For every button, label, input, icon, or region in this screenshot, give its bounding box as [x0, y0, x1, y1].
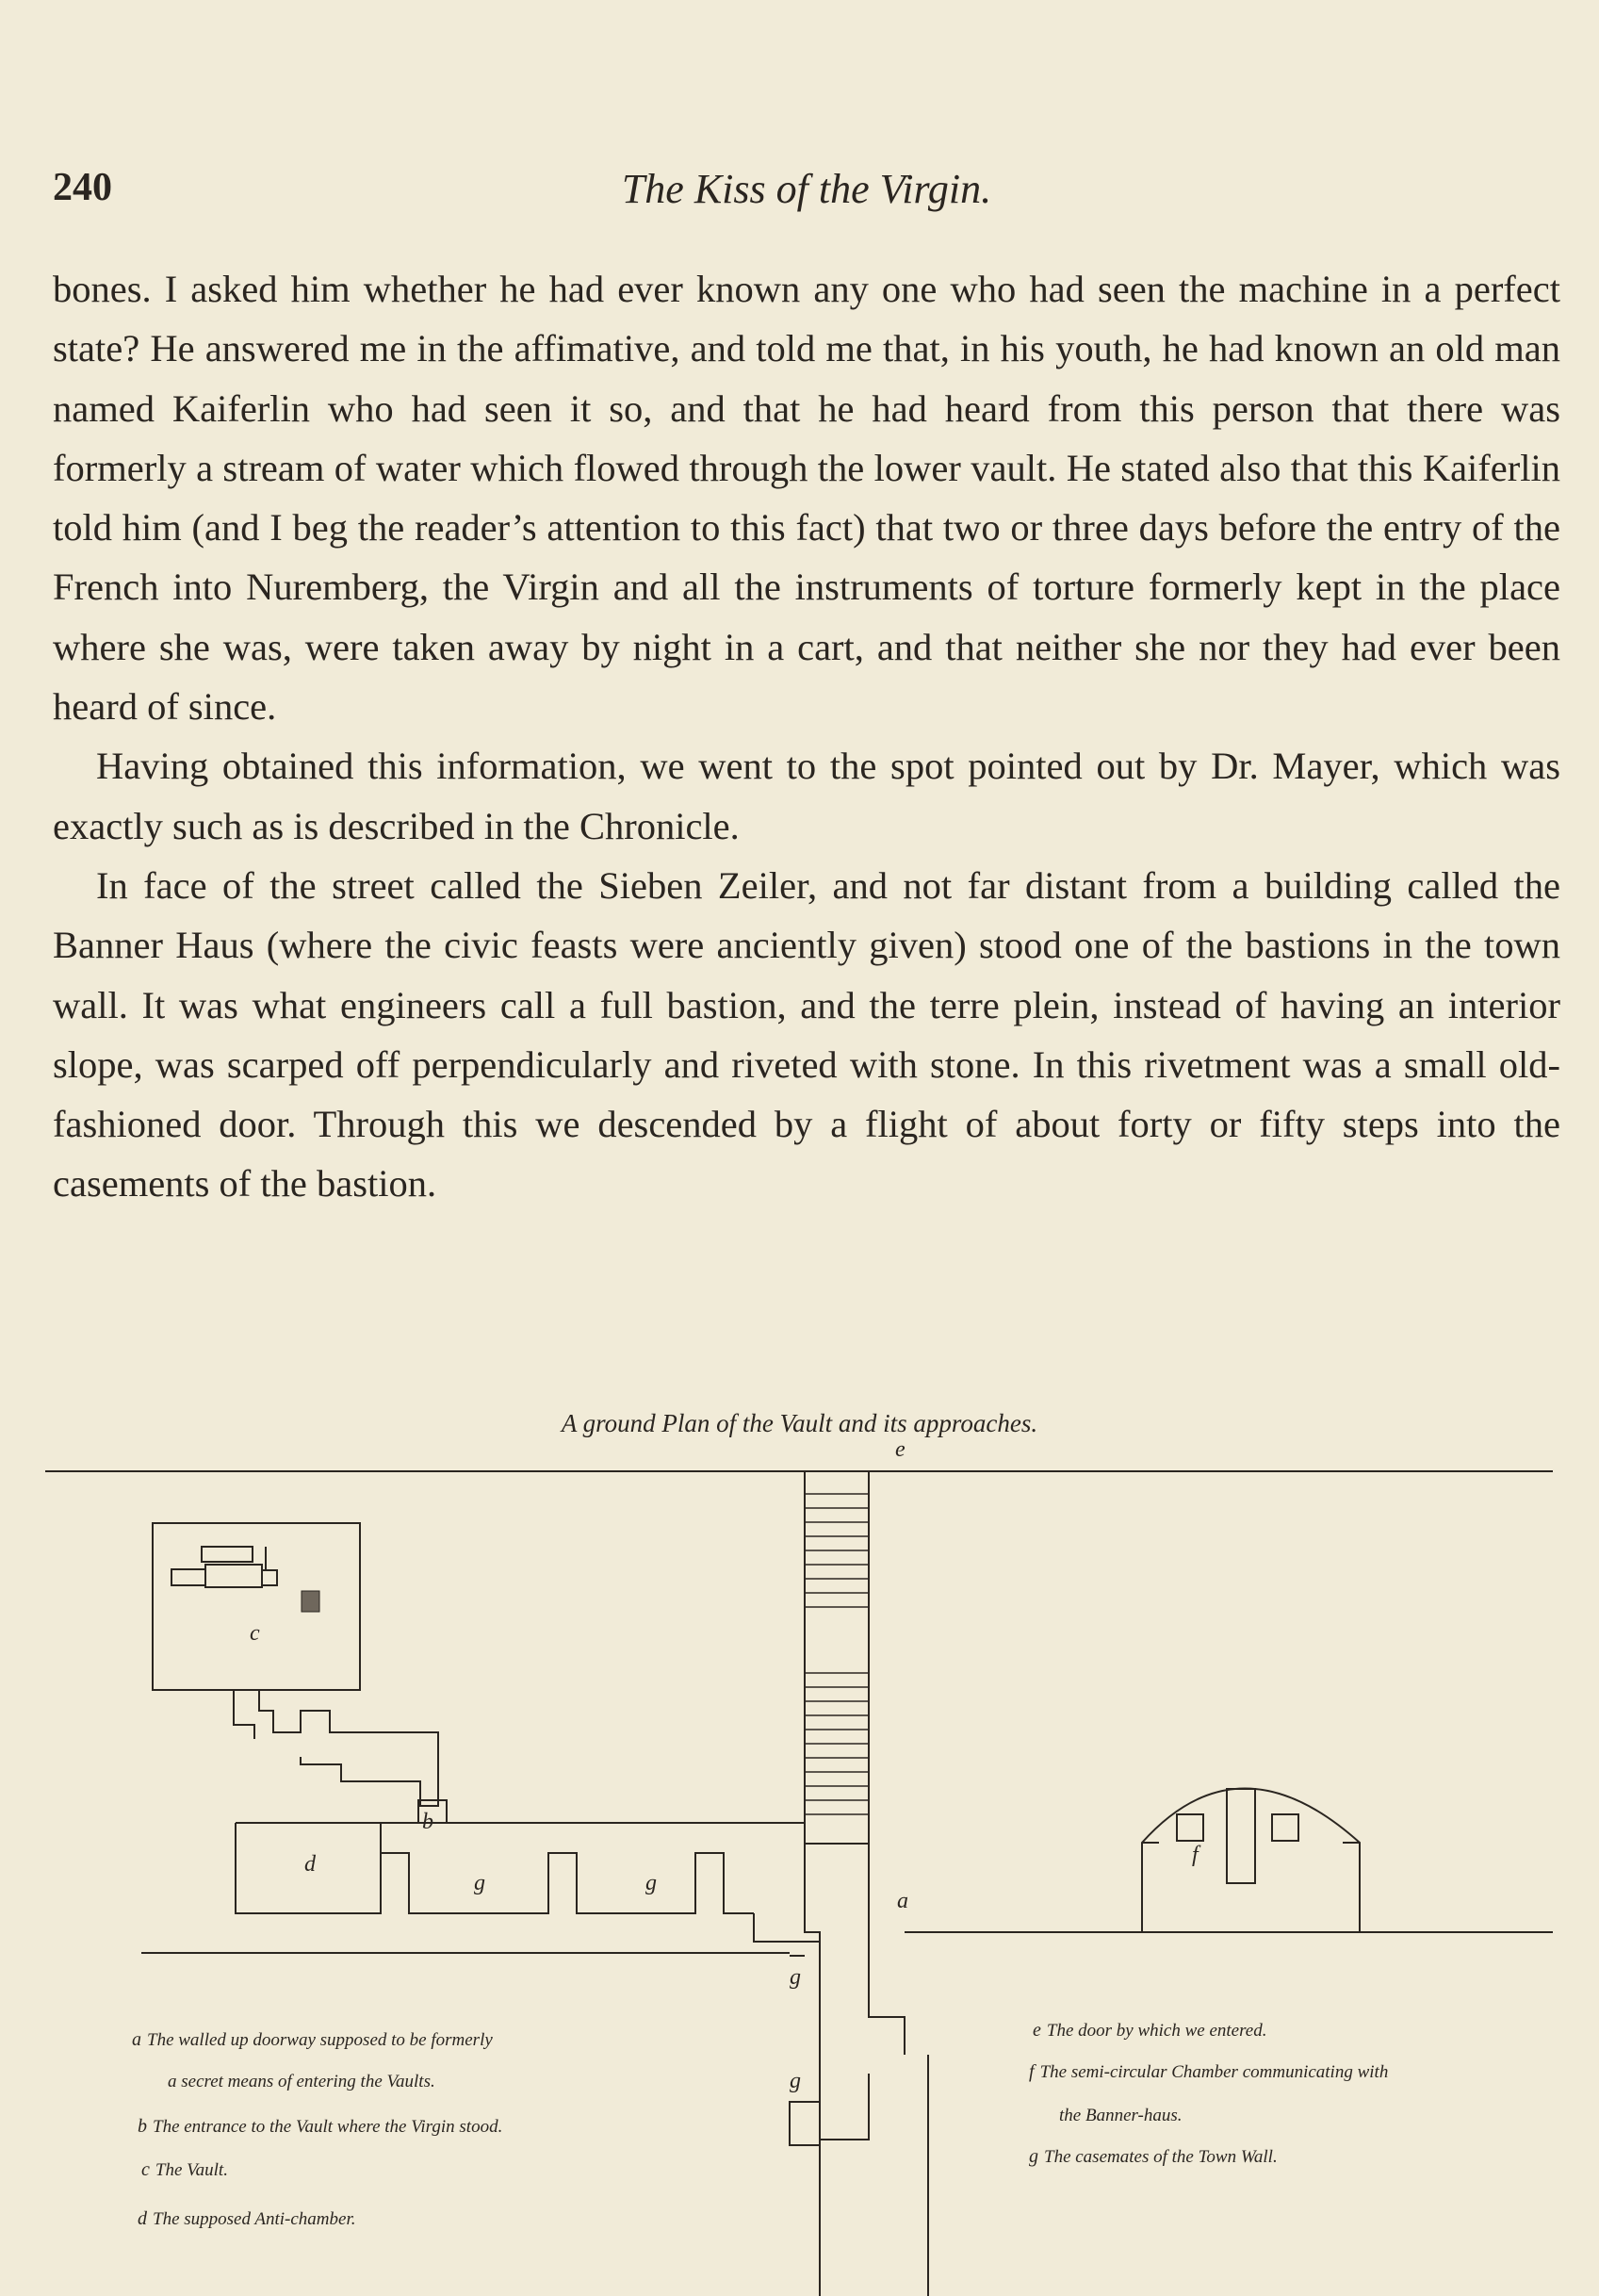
- plan-legend-left: [132, 2028, 716, 2245]
- plan-legend-right: [1029, 2019, 1557, 2189]
- passage-to-b: [259, 1690, 438, 1806]
- page-number: 240: [53, 166, 112, 209]
- legend-item-c: c The Vault.: [141, 2159, 228, 2180]
- legend-item-f: f The semi-circular Chamber communicating with: [1029, 2061, 1389, 2082]
- legend-item-f-cont: the Banner-haus.: [1059, 2106, 1183, 2125]
- corridor-g-right-wall: [869, 1844, 905, 2055]
- legend-item-b: b The entrance to the Vault where the Virgin stood.: [138, 2116, 503, 2137]
- chamber-f-window-2: [1272, 1814, 1298, 1841]
- legend-item-a: a The walled up doorway supposed to be formerly: [132, 2029, 493, 2050]
- label-f: f: [1192, 1843, 1199, 1867]
- vault-c-fixture-3: [205, 1565, 262, 1587]
- label-c: c: [250, 1621, 260, 1646]
- paragraph-3: In face of the street called the Sieben Zeiler, and not far distant from a building called the Banner Haus (where the civic feasts were anciently given) stood one of the bastions in the town wall. It was what engineers call a full bastion, and the terre plein, instead of having an interior slope, was scarped off perpendicularly and riveted with stone. In this rivetment was a small old-fashioned door. Through this we descended by a flight of about forty or fifty steps into the casements of the bastion.: [53, 863, 1560, 1205]
- staircase-e: [805, 1471, 869, 1844]
- label-g-1: g: [474, 1871, 485, 1895]
- legend-item-e: e The door by which we entered.: [1033, 2020, 1267, 2041]
- corridor-g-lower-step: [820, 2074, 869, 2140]
- label-d: d: [304, 1852, 316, 1877]
- running-title: The Kiss of the Virgin.: [621, 166, 992, 212]
- legend-item-d: d The supposed Anti-chamber.: [138, 2208, 356, 2229]
- vault-c-fixture-4: [262, 1570, 277, 1585]
- legend-item-a-cont: a secret means of entering the Vaults.: [168, 2072, 435, 2091]
- corridor-g-recess: [790, 2102, 820, 2145]
- chamber-f-pillar: [1227, 1789, 1255, 1883]
- legend-item-g: g The casemates of the Town Wall.: [1029, 2146, 1278, 2167]
- vault-c-fixture-2: [171, 1569, 205, 1585]
- paragraph-1: bones. I asked him whether he had ever known any one who had seen the machine in a perfect state? He answered me in the affimative, and told me that, in his youth, he had known an old man named Kaiferlin who had seen it so, and that he had heard from this person that there was formerly a stream of water which flowed through the lower vault. He stated also that this Kaiferlin told him (and I beg the reader’s attention to this fact) that two or three days before the entry of the French into Nuremberg, the Virgin and all the instruments of torture formerly kept in the place where she was, were taken away by night in a cart, and that neither she nor they had ever been heard of since.: [53, 268, 1560, 729]
- staircase-steps: [805, 1494, 869, 1814]
- corridor-g-left-wall: [805, 1844, 820, 2296]
- label-e: e: [895, 1437, 906, 1462]
- vault-c-fixture-1: [202, 1547, 253, 1562]
- label-g-4: g: [790, 2069, 801, 2093]
- label-a: a: [897, 1889, 908, 1913]
- passage-left-wall: [234, 1690, 254, 1739]
- paragraph-2: Having obtained this information, we went to the spot pointed out by Dr. Mayer, which was exactly such as is described in the Chronicle.: [53, 745, 1560, 847]
- vault-c-hatched-block: [302, 1591, 319, 1612]
- label-g-2: g: [645, 1871, 657, 1895]
- label-g-3: g: [790, 1965, 801, 1990]
- semicircular-chamber-f: [1142, 1789, 1360, 1933]
- label-b: b: [422, 1810, 433, 1834]
- chamber-f-window-1: [1177, 1814, 1203, 1841]
- vault-c: [153, 1523, 360, 1690]
- corridor-g-junction: [754, 1913, 820, 1942]
- plan-title: A ground Plan of the Vault and its approaches.: [561, 1409, 1038, 1437]
